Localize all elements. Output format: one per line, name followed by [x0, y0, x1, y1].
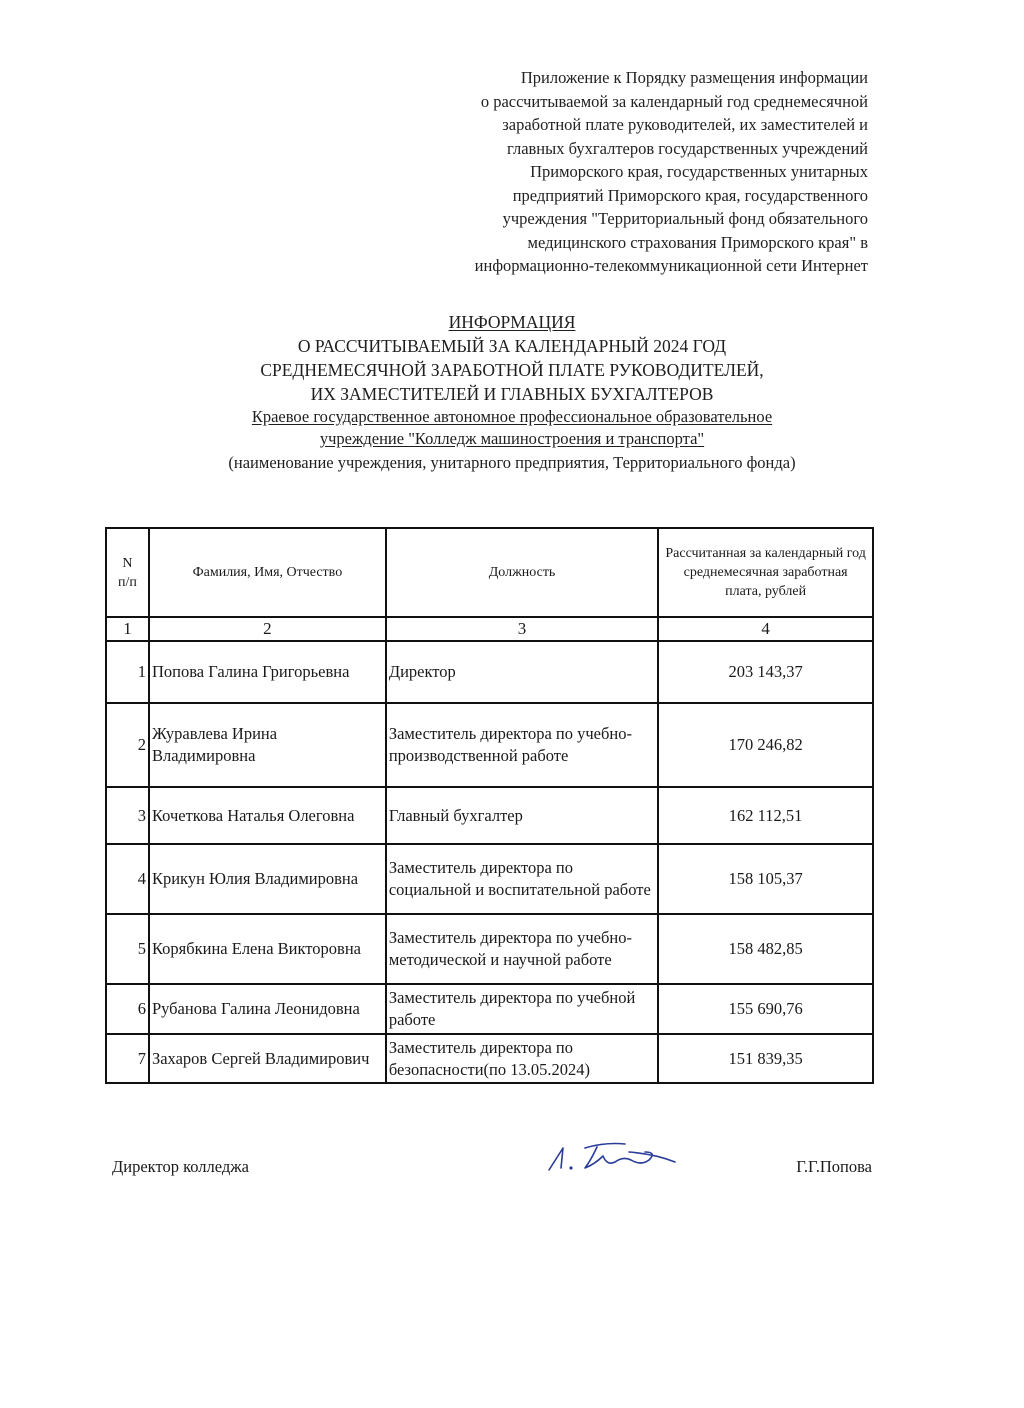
row-position: Заместитель директора по учебно-методической и научной работе [386, 914, 658, 984]
signature-icon [545, 1138, 705, 1178]
organization-name-line: Краевое государственное автономное профессиональное образовательное [251, 407, 773, 426]
appendix-line: Приложение к Порядку размещения информации [520, 68, 868, 87]
column-number: 2 [149, 617, 386, 641]
row-position: Директор [386, 641, 658, 703]
table-row [106, 787, 873, 844]
row-name: Крикун Юлия Владимировна [149, 844, 386, 914]
row-salary: 158 105,37 [658, 844, 873, 914]
header-num-n: N [122, 555, 133, 571]
document-title [150, 310, 874, 475]
row-salary: 162 112,51 [658, 787, 873, 844]
header-position: Должность [386, 528, 658, 617]
row-num: 3 [106, 787, 149, 844]
table-row [106, 844, 873, 914]
header-salary: Рассчитанная за календарный год среднемесячная заработная плата, рублей [658, 528, 873, 617]
row-salary: 158 482,85 [658, 914, 873, 984]
row-salary: 151 839,35 [658, 1034, 873, 1083]
signatory-name: Г.Г.Попова [796, 1157, 872, 1176]
table-row [106, 914, 873, 984]
table-row [106, 703, 873, 787]
row-salary: 155 690,76 [658, 984, 873, 1034]
organization-caption: (наименование учреждения, унитарного предприятия, Территориального фонда) [228, 453, 796, 472]
column-number: 4 [658, 617, 873, 641]
appendix-line: Приморского края, государственных унитарных [530, 162, 868, 181]
row-name: Захаров Сергей Владимирович [149, 1034, 386, 1083]
appendix-line: предприятий Приморского края, государственного [512, 185, 868, 205]
table-row [106, 1034, 873, 1083]
row-position: Главный бухгалтер [386, 787, 658, 844]
column-number-row [106, 617, 873, 641]
row-position: Заместитель директора по учебной работе [386, 984, 658, 1034]
appendix-line: о рассчитываемой за календарный год среднемесячной [480, 91, 868, 111]
row-name: Корябкина Елена Викторовна [149, 914, 386, 984]
header-num [106, 528, 149, 617]
column-number: 1 [106, 617, 149, 641]
row-salary: 203 143,37 [658, 641, 873, 703]
row-name: Рубанова Галина Леонидовна [149, 984, 386, 1034]
appendix-line: информационно-телекоммуникационной сети Интернет [474, 256, 868, 275]
signatory-role: Директор колледжа [112, 1157, 249, 1176]
header-num-pp: п/п [118, 574, 137, 590]
table-row [106, 984, 873, 1034]
title-line: ИХ ЗАМЕСТИТЕЛЕЙ И ГЛАВНЫХ БУХГАЛТЕРОВ [310, 384, 714, 404]
column-number: 3 [386, 617, 658, 641]
row-position: Заместитель директора по безопасности(по 13.05.2024) [386, 1034, 658, 1083]
header-name: Фамилия, Имя, Отчество [149, 528, 386, 617]
row-num: 4 [106, 844, 149, 914]
row-num: 7 [106, 1034, 149, 1083]
salary-table [105, 527, 874, 1084]
appendix-line: учреждения "Территориальный фонд обязательного [502, 209, 868, 228]
row-name: Кочеткова Наталья Олеговна [149, 787, 386, 844]
row-num: 6 [106, 984, 149, 1034]
appendix-line: заработной плате руководителей, их заместителей и [502, 115, 868, 134]
table-header-row [106, 528, 873, 617]
row-position: Заместитель директора по социальной и воспитательной работе [386, 844, 658, 914]
row-num: 1 [106, 641, 149, 703]
appendix-line: медицинского страхования Приморского края" в [527, 232, 868, 252]
row-position: Заместитель директора по учебно-производственной работе [386, 703, 658, 787]
appendix-line: главных бухгалтеров государственных учреждений [507, 138, 868, 158]
table-row [106, 641, 873, 703]
title-line: О РАССЧИТЫВАЕМЫЙ ЗА КАЛЕНДАРНЫЙ 2024 ГОД [297, 336, 727, 356]
row-num: 5 [106, 914, 149, 984]
title-line: СРЕДНЕМЕСЯЧНОЙ ЗАРАБОТНОЙ ПЛАТЕ РУКОВОДИТЕЛЕЙ, [260, 360, 764, 380]
row-num: 2 [106, 703, 149, 787]
organization-name-line: учреждение "Колледж машиностроения и транспорта" [319, 429, 705, 448]
row-name: Попова Галина Григорьевна [149, 641, 386, 703]
appendix-note [400, 66, 868, 278]
row-salary: 170 246,82 [658, 703, 873, 787]
title-heading: ИНФОРМАЦИЯ [448, 312, 576, 332]
row-name: Журавлева Ирина Владимировна [149, 703, 386, 787]
